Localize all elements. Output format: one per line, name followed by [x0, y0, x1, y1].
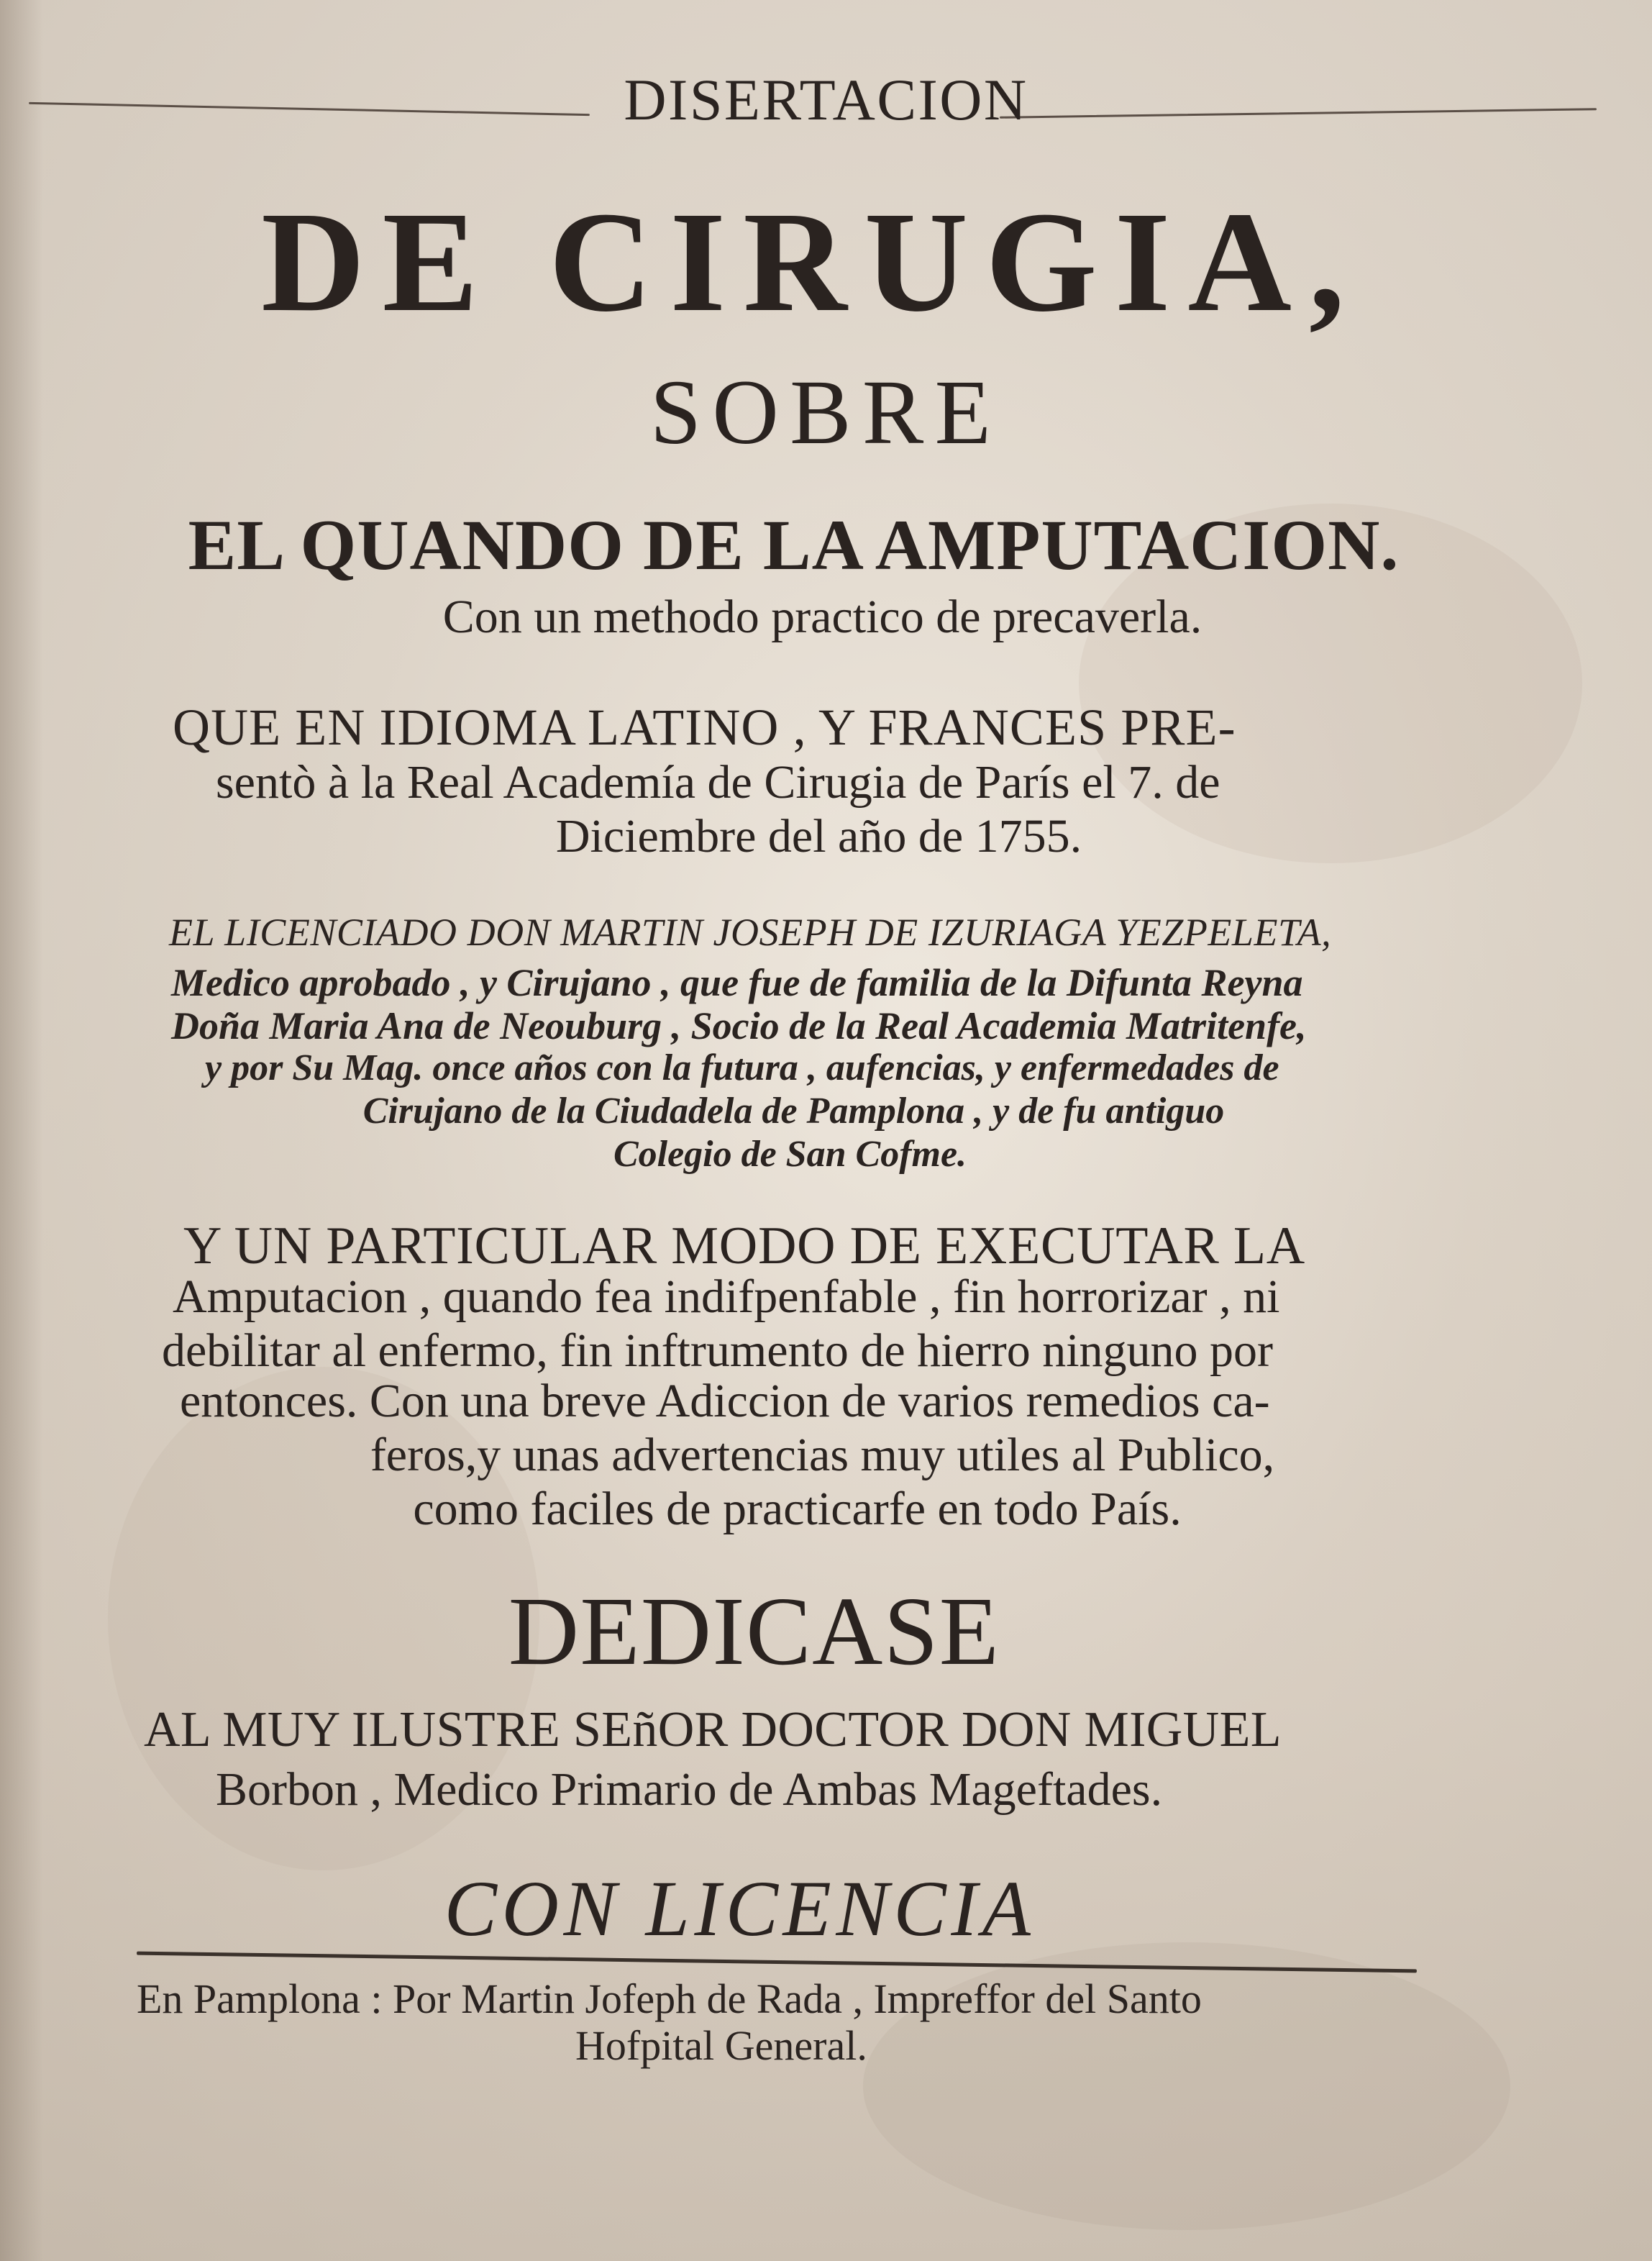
method-line-3: debilitar al enfermo, fin inftrumento de hierro ninguno por	[162, 1324, 1274, 1377]
method-line-2: Amputacion , quando fea indifpenfable , fin horrorizar , ni	[173, 1270, 1280, 1323]
subject-line: EL QUANDO DE LA AMPUTACION.	[188, 505, 1400, 585]
author-line-4: y por Su Mag. once años con la futura , aufencias, y enfermedades de	[205, 1047, 1279, 1088]
author-line-5: Cirujano de la Ciudadela de Pamplona , y de fu antiguo	[362, 1091, 1225, 1132]
author-line-1: EL LICENCIADO DON MARTIN JOSEPH DE IZURIAGA YEZPELETA,	[169, 911, 1332, 954]
author-line-2: Medico aprobado , y Cirujano , que fue de familia de la Difunta Reyna	[171, 961, 1303, 1004]
author-line-3: Doña Maria Ana de Neouburg , Socio de la Real Academia Matritenfe,	[171, 1004, 1307, 1047]
main-title: DE CIRUGIA,	[261, 183, 1362, 342]
dedicase-heading: DEDICASE	[508, 1578, 1000, 1685]
presented-line-3: Diciembre del año de 1755.	[555, 810, 1082, 863]
presented-line-1: QUE EN IDIOMA LATINO , Y FRANCES PRE-	[173, 699, 1236, 756]
method-line-1: Y UN PARTICULAR MODO DE EXECUTAR LA	[183, 1216, 1305, 1275]
license-heading: CON LICENCIA	[444, 1865, 1036, 1952]
subtitle-line: Con un methodo practico de precaverla.	[442, 591, 1203, 643]
method-line-5: feros,y unas advertencias muy utiles al Publico,	[370, 1429, 1275, 1481]
sobre-line: SOBRE	[649, 361, 1003, 463]
head-title: DISERTACION	[624, 67, 1028, 132]
dedication-line-2: Borbon , Medico Primario de Ambas Mageftades.	[216, 1763, 1163, 1816]
imprint-rule	[137, 1952, 1417, 1973]
presented-line-2: sentò à la Real Academía de Cirugia de París el 7. de	[216, 756, 1220, 809]
author-line-6: Colegio de San Cofme.	[613, 1134, 967, 1175]
imprint-line-2: Hofpital General.	[575, 2022, 867, 2069]
method-line-4: entonces. Con una breve Adiccion de varios remedios ca-	[180, 1375, 1270, 1427]
method-line-6: como faciles de practicarfe en todo País.	[413, 1483, 1182, 1535]
imprint-line-1: En Pamplona : Por Martin Jofeph de Rada , Impreffor del Santo	[137, 1975, 1202, 2022]
dedication-line-1: AL MUY ILUSTRE SEñOR DOCTOR DON MIGUEL	[144, 1702, 1282, 1757]
